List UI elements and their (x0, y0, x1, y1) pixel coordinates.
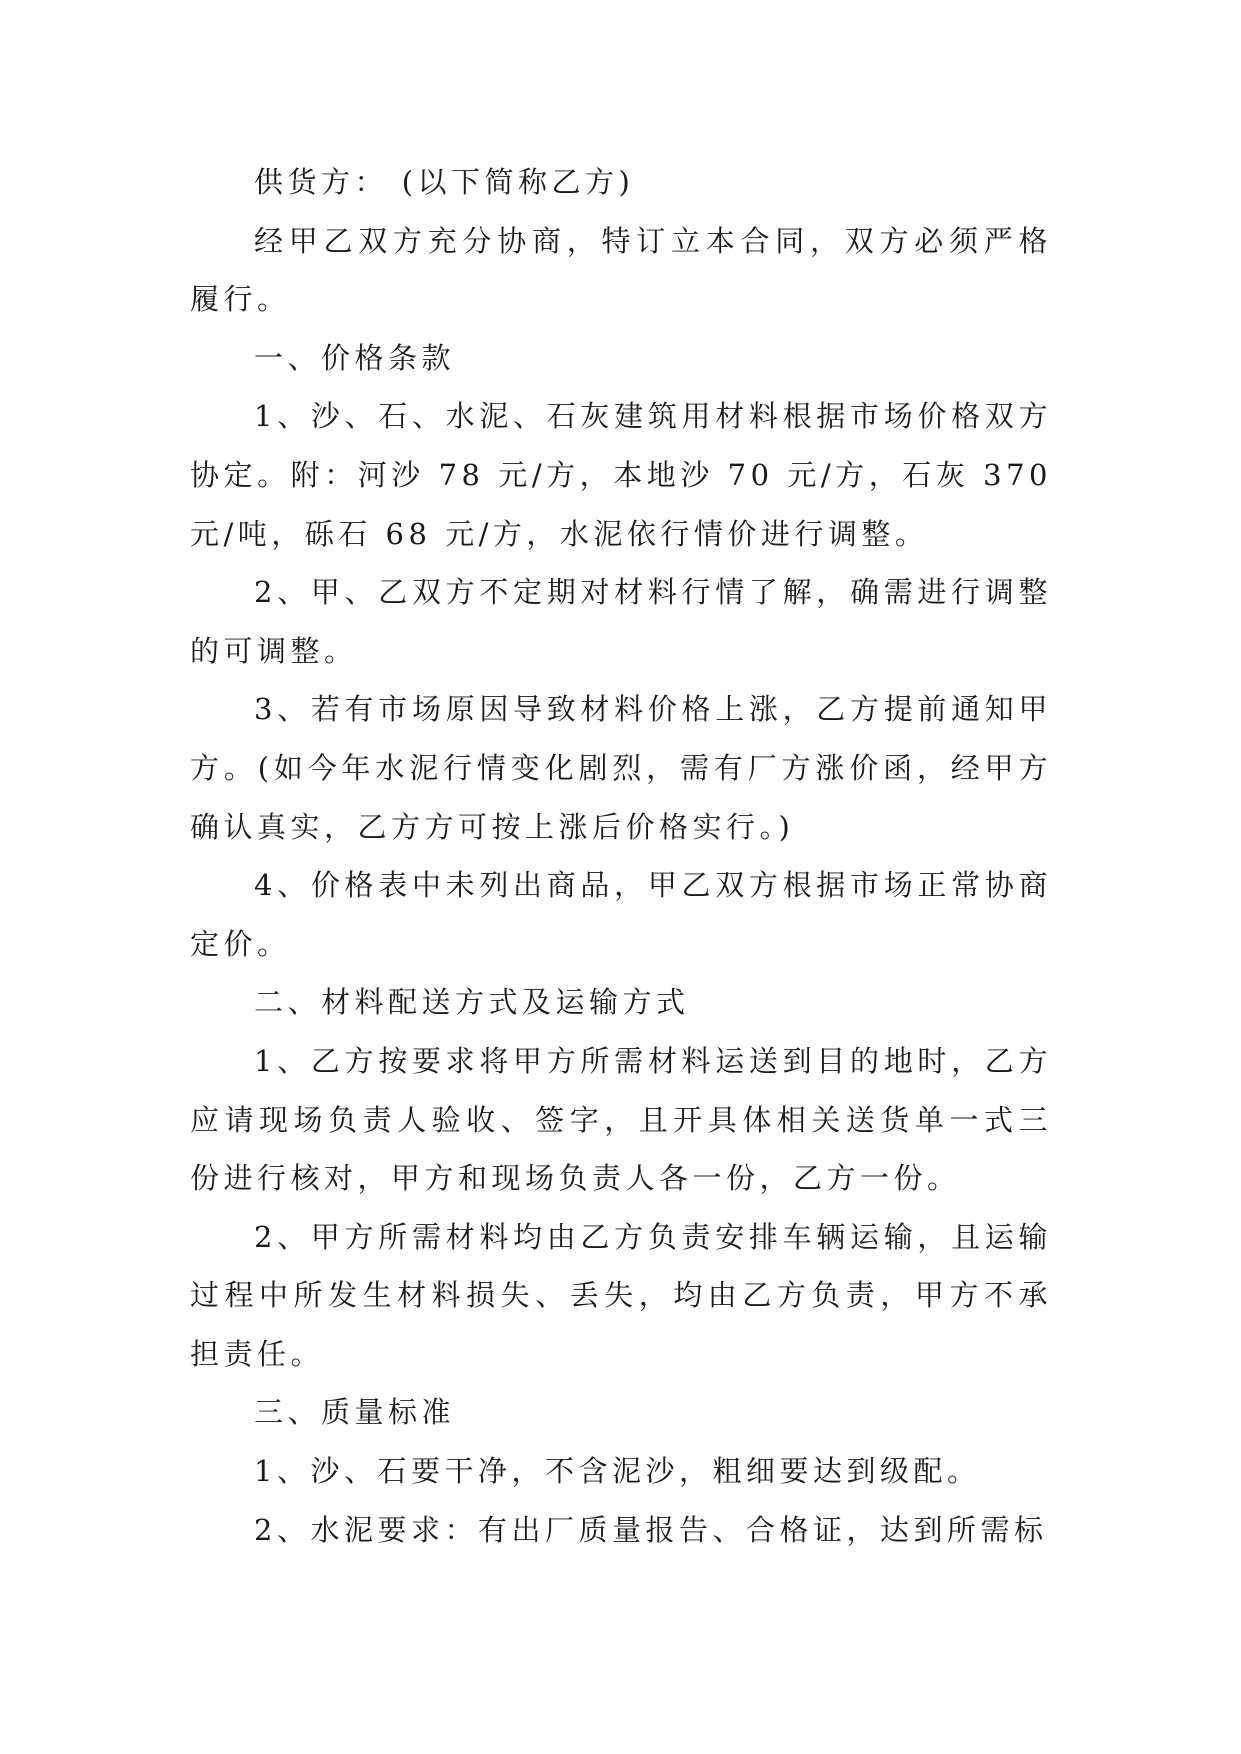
delivery-clause-1: 1、乙方按要求将甲方所需材料运送到目的地时，乙方应请现场负责人验收、签字，且开具体相关送货单一式三份进行核对，甲方和现场负责人各一份，乙方一份。 (190, 1043, 1052, 1196)
preamble-paragraph: 经甲乙双方充分协商，特订立本合同，双方必须严格履行。 (190, 223, 1052, 317)
quality-clause-2: 2、水泥要求：有出厂质量报告、合格证，达到所需标 (254, 1512, 1048, 1547)
section-heading-price: 一、价格条款 (254, 340, 456, 375)
price-clause-3: 3、若有市场原因导致材料价格上涨，乙方提前通知甲方。(如今年水泥行情变化剧烈，需有厂方涨价函，经甲方确认真实，乙方方可按上涨后价格实行。) (190, 692, 1052, 844)
document-body (190, 153, 1052, 1559)
section-heading-delivery: 二、材料配送方式及运输方式 (254, 985, 690, 1020)
section-heading-quality: 三、质量标准 (254, 1395, 456, 1430)
delivery-clause-2: 2、甲方所需材料均由乙方负责安排车辆运输，且运输过程中所发生材料损失、丢失，均由乙方负责，甲方不承担责任。 (190, 1219, 1052, 1371)
supplier-line: 供货方： (以下简称乙方) (254, 165, 635, 199)
price-clause-4: 4、价格表中未列出商品，甲乙双方根据市场正常协商定价。 (190, 868, 1052, 961)
quality-clause-1: 1、沙、石要干净，不含泥沙，粗细要达到级配。 (254, 1454, 981, 1489)
price-clause-2: 2、甲、乙双方不定期对材料行情了解，确需进行调整的可调整。 (190, 575, 1052, 668)
price-clause-1: 1、沙、石、水泥、石灰建筑用材料根据市场价格双方协定。附：河沙 78 元/方，本地沙 70 元/方，石灰 370 元/吨，砾石 68 元/方，水泥依行情价进行调整。 (190, 399, 1052, 551)
